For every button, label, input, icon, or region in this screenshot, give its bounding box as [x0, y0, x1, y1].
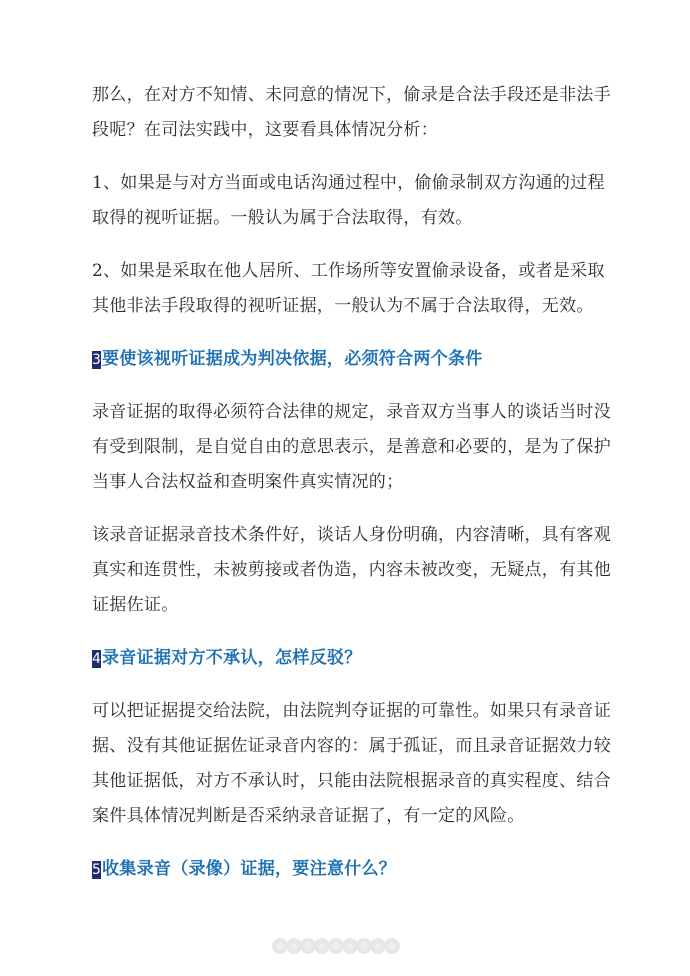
section-5-heading	[92, 852, 612, 887]
section-4-title: 录音证据对方不承认，怎样反驳？	[102, 648, 362, 668]
section-3-heading	[92, 342, 612, 377]
section-4-heading	[92, 641, 612, 676]
section-4-paragraph-1: 可以把证据提交给法院，由法院判夺证据的可靠性。如果只有录音证据、没有其他证据佐证录音内容的：属于孤证，而且录音证据效力较其他证据低，对方不承认时，只能由法院根据录音的真实程度、结合案件具体情况判断是否采纳录音证据了，有一定的风险。	[92, 701, 611, 826]
article-body	[92, 78, 612, 905]
watermark-dot	[384, 938, 400, 954]
point-2-paragraph: 2、如果是采取在他人居所、工作场所等安置偷录设备，或者是采取其他非法手段取得的视听证据，一般认为不属于合法取得，无效。	[92, 261, 605, 316]
point-1-paragraph: 1、如果是与对方当面或电话沟通过程中，偷偷录制双方沟通的过程取得的视听证据。一般认为属于合法取得，有效。	[92, 173, 605, 228]
section-3-paragraph-2: 该录音证据录音技术条件好，谈话人身份明确，内容清晰，具有客观真实和连贯性，未被剪接或者伪造，内容未被改变，无疑点，有其他证据佐证。	[92, 525, 611, 615]
section-5-title: 收集录音（录像）证据，要注意什么？	[102, 859, 397, 879]
section-3-number: 3	[92, 351, 102, 368]
watermark-dots	[272, 938, 398, 954]
section-4-number: 4	[92, 650, 102, 667]
section-5-number: 5	[92, 861, 102, 878]
section-3-paragraph-1: 录音证据的取得必须符合法律的规定，录音双方当事人的谈话当时没有受到限制，是自觉自由的意思表示，是善意和必要的，是为了保护当事人合法权益和查明案件真实情况的；	[92, 402, 611, 492]
section-3-title: 要使该视听证据成为判决依据，必须符合两个条件	[102, 349, 483, 369]
intro-paragraph: 那么，在对方不知情、未同意的情况下，偷录是合法手段还是非法手段呢？在司法实践中，这要看具体情况分析：	[92, 85, 611, 140]
